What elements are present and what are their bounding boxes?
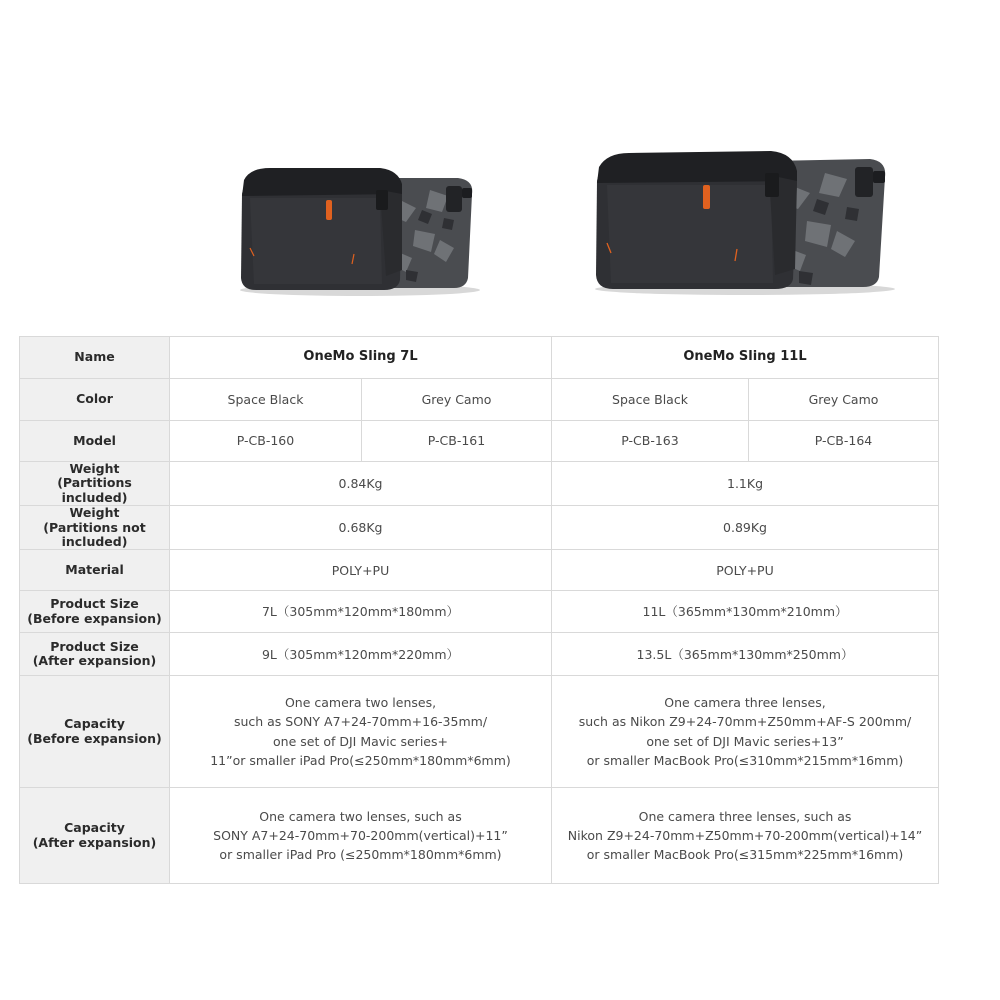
label-color: Color	[20, 379, 170, 421]
label-capacity-title: Capacity	[64, 820, 125, 836]
capacity-line: one set of DJI Mavic series+	[273, 733, 448, 749]
capacity-line: one set of DJI Mavic series+13”	[646, 733, 844, 749]
spec-comparison-table	[19, 336, 939, 884]
label-size-title: Product Size	[50, 596, 139, 612]
capacity-line: SONY A7+24-70mm+70-200mm(vertical)+11”	[213, 828, 508, 844]
row-model	[20, 421, 939, 462]
material-7l: POLY+PU	[170, 550, 552, 591]
product-image-sling-7l	[230, 160, 490, 300]
row-weight-excluded	[20, 506, 939, 550]
row-material	[20, 550, 939, 591]
capacity-after-7l	[170, 788, 552, 884]
capacity-line: 11”or smaller iPad Pro(≤250mm*180mm*6mm)	[210, 753, 511, 769]
capacity-line: or smaller iPad Pro (≤250mm*180mm*6mm)	[219, 847, 502, 863]
weight-incl-11l: 1.1Kg	[552, 462, 939, 506]
row-weight-included	[20, 462, 939, 506]
name-sling-11l: OneMo Sling 11L	[552, 337, 939, 379]
model-7l-black: P-CB-160	[170, 421, 362, 462]
capacity-line: such as Nikon Z9+24-70mm+Z50mm+AF-S 200mm/	[578, 714, 912, 730]
capacity-line: One camera three lenses,	[664, 695, 826, 710]
label-size-after	[20, 633, 170, 676]
label-capacity-before	[20, 676, 170, 788]
label-weight-title: Weight	[69, 505, 120, 521]
model-11l-camo: P-CB-164	[749, 421, 939, 462]
label-weight-excluded	[20, 506, 170, 550]
capacity-line: One camera two lenses, such as	[259, 808, 462, 824]
row-capacity-before	[20, 676, 939, 788]
label-weight-title: Weight	[69, 461, 120, 476]
row-size-before	[20, 591, 939, 633]
label-size-sub: (After expansion)	[32, 653, 157, 669]
row-color	[20, 379, 939, 421]
label-model: Model	[20, 421, 170, 462]
size-after-11l: 13.5L（365mm*130mm*250mm）	[552, 633, 939, 676]
capacity-before-11l	[552, 676, 939, 788]
capacity-before-7l	[170, 676, 552, 788]
size-before-7l: 7L（305mm*120mm*180mm）	[170, 591, 552, 633]
size-after-7l: 9L（305mm*120mm*220mm）	[170, 633, 552, 676]
capacity-line: Nikon Z9+24-70mm+Z50mm+70-200mm(vertical)+14”	[567, 828, 923, 844]
label-name: Name	[20, 337, 170, 379]
bag-illustration-11l	[585, 145, 905, 300]
label-capacity-after	[20, 788, 170, 884]
label-capacity-sub: (Before expansion)	[27, 730, 162, 746]
row-size-after	[20, 633, 939, 676]
name-sling-7l: OneMo Sling 7L	[170, 337, 552, 379]
capacity-line: such as SONY A7+24-70mm+16-35mm/	[233, 714, 488, 730]
label-capacity-title: Capacity	[64, 716, 125, 732]
color-7l-grey-camo: Grey Camo	[362, 379, 552, 421]
product-image-sling-11l	[585, 145, 905, 300]
row-name	[20, 337, 939, 379]
row-capacity-after	[20, 788, 939, 884]
model-11l-black: P-CB-163	[552, 421, 749, 462]
label-size-sub: (Before expansion)	[27, 610, 162, 626]
bag-illustration-7l	[230, 160, 490, 300]
capacity-line: or smaller MacBook Pro(≤310mm*215mm*16mm)	[586, 753, 904, 769]
model-7l-camo: P-CB-161	[362, 421, 552, 462]
label-material: Material	[20, 550, 170, 591]
capacity-line: or smaller MacBook Pro(≤315mm*225mm*16mm)	[586, 847, 904, 863]
label-size-title: Product Size	[50, 638, 139, 654]
label-capacity-sub: (After expansion)	[32, 834, 157, 850]
capacity-line: One camera three lenses, such as	[638, 808, 852, 824]
capacity-after-11l	[552, 788, 939, 884]
label-size-before	[20, 591, 170, 633]
material-11l: POLY+PU	[552, 550, 939, 591]
label-weight-sub: (Partitions not included)	[43, 519, 146, 549]
color-7l-space-black: Space Black	[170, 379, 362, 421]
size-before-11l: 11L（365mm*130mm*210mm）	[552, 591, 939, 633]
weight-incl-7l: 0.84Kg	[170, 462, 552, 506]
weight-excl-7l: 0.68Kg	[170, 506, 552, 550]
label-weight-sub: (Partitions included)	[57, 475, 132, 505]
color-11l-space-black: Space Black	[552, 379, 749, 421]
capacity-line: One camera two lenses,	[284, 695, 437, 710]
label-weight-included	[20, 462, 170, 506]
weight-excl-11l: 0.89Kg	[552, 506, 939, 550]
color-11l-grey-camo: Grey Camo	[749, 379, 939, 421]
